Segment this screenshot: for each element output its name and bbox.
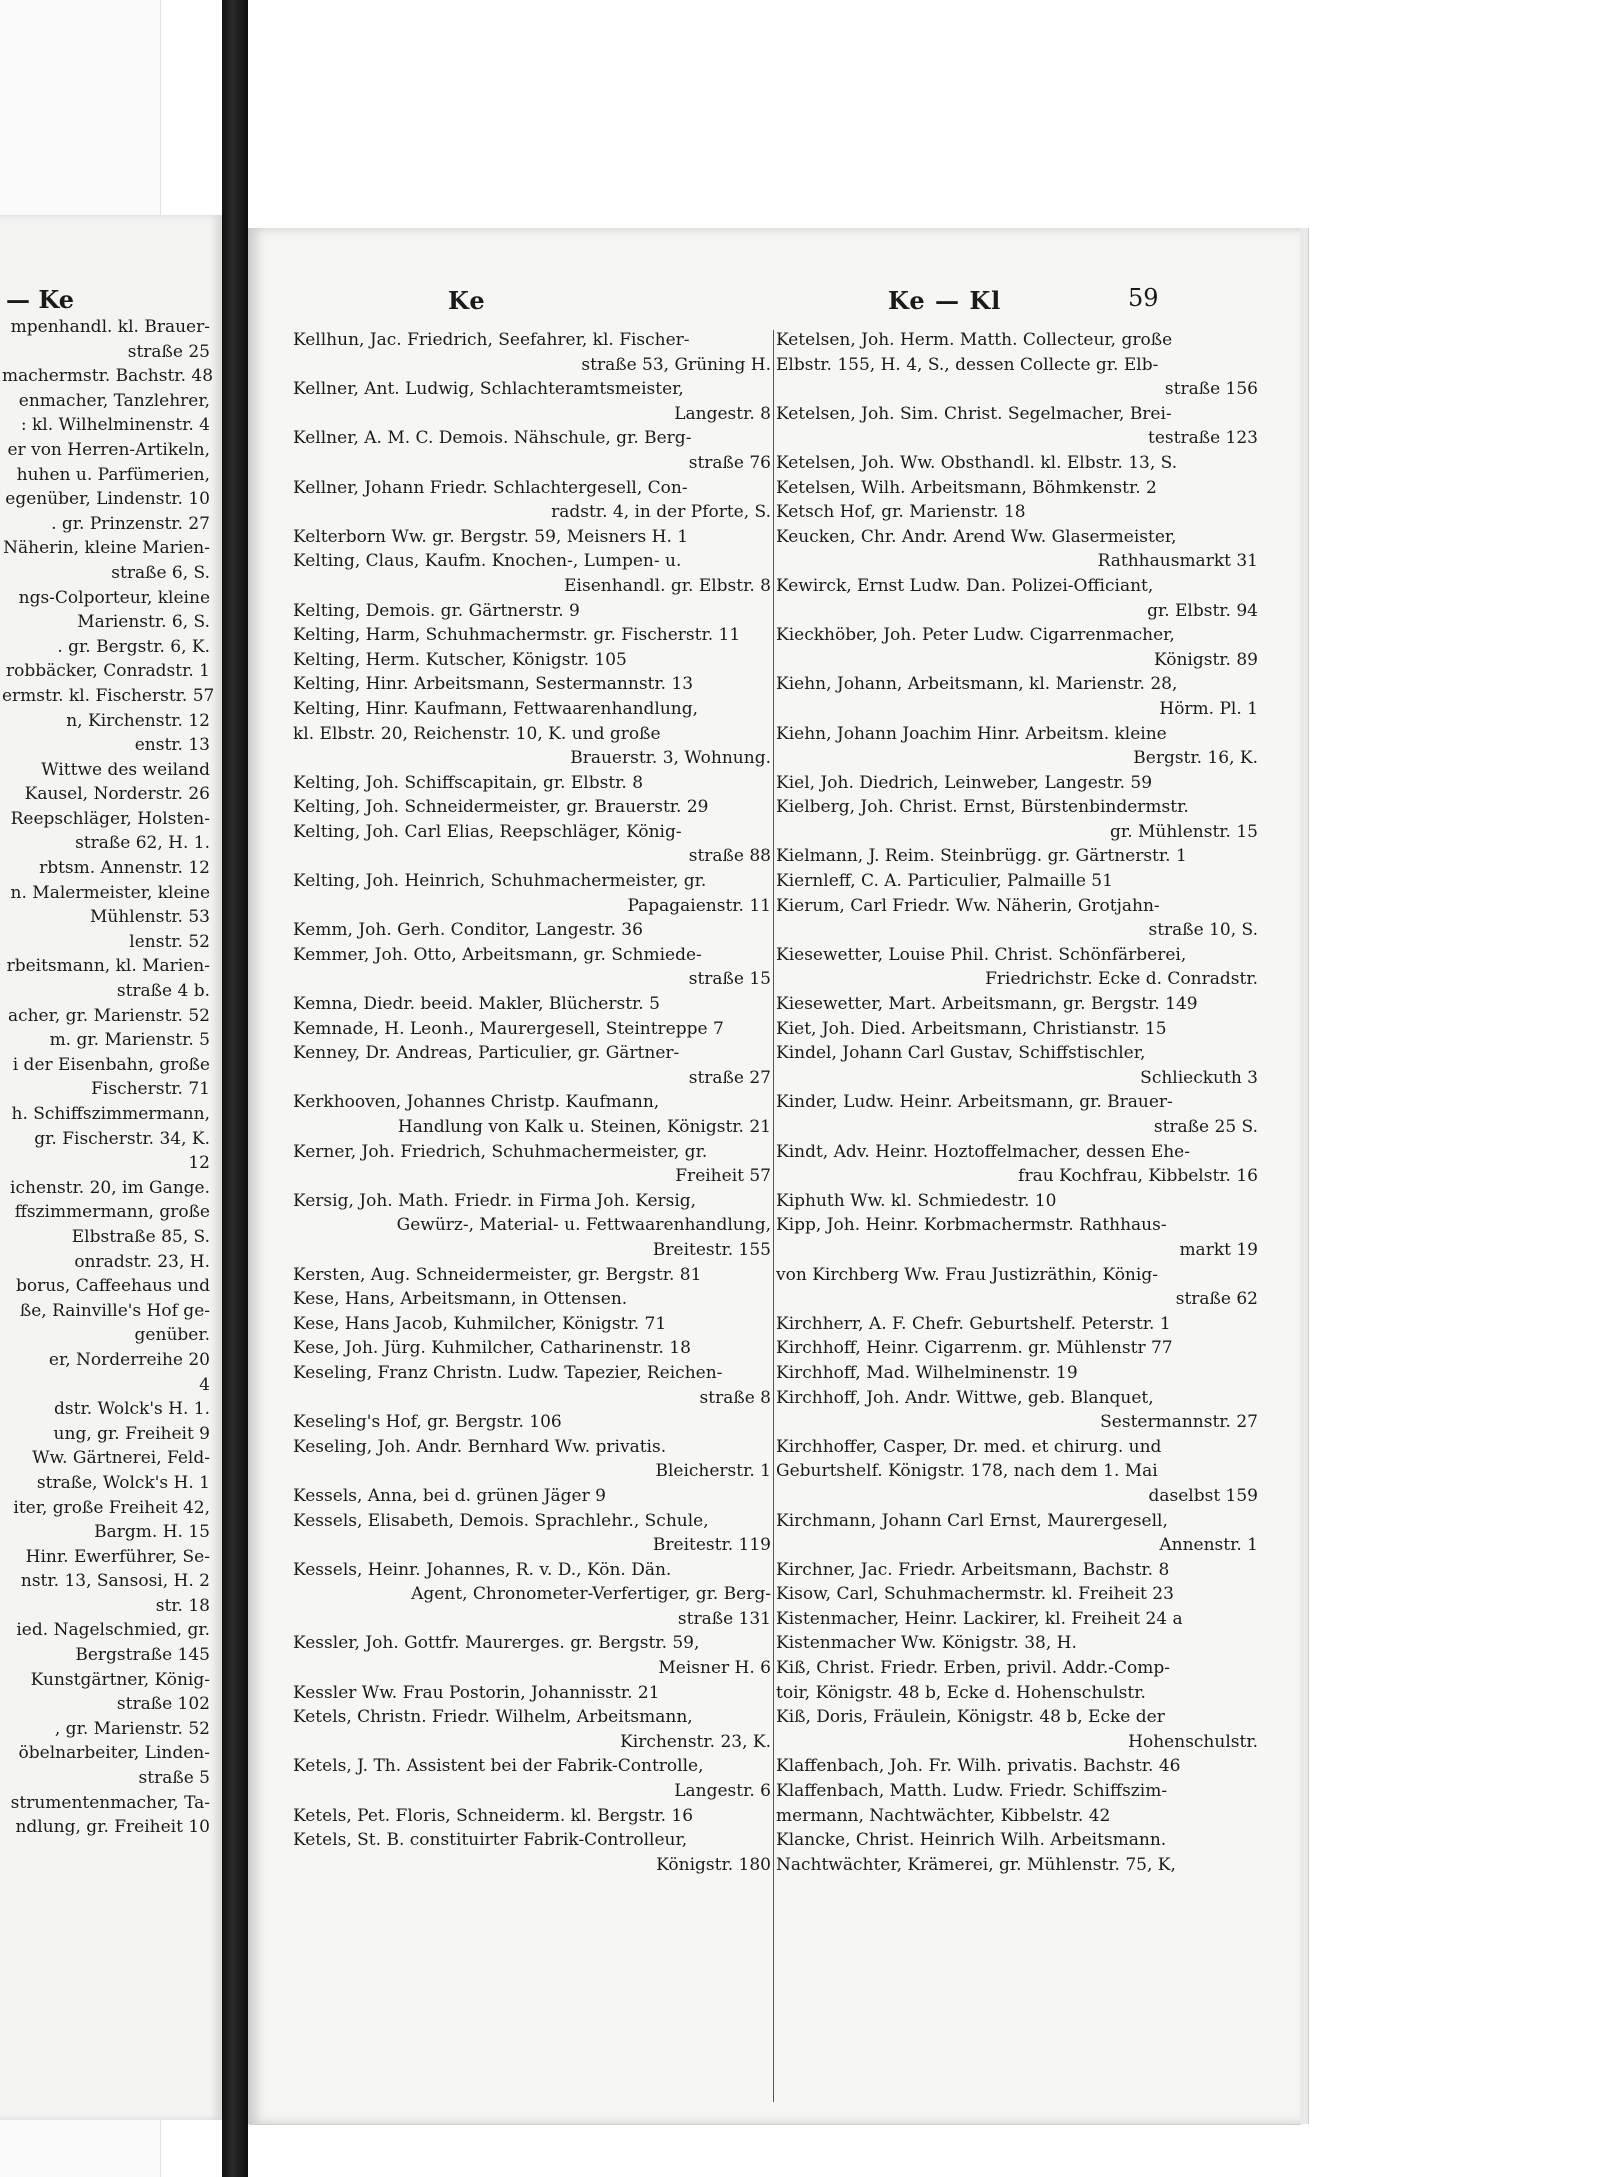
entry-line: Ketelsen, Wilh. Arbeitsmann, Böhmkenstr. 2 [776, 477, 1157, 498]
previous-page-line: Kausel, Norderstr. 26 [24, 784, 210, 805]
entry-line: Langestr. 6 [674, 1781, 771, 1802]
entry-line: Kessels, Anna, bei d. grünen Jäger 9 [293, 1485, 606, 1506]
entry-line: Kemmer, Joh. Otto, Arbeitsmann, gr. Schmiede- [293, 944, 702, 965]
entry-line: Freiheit 57 [675, 1166, 771, 1187]
entry-line: Kiesewetter, Mart. Arbeitsmann, gr. Bergstr. 149 [776, 994, 1198, 1015]
entry-line: straße 53, Grüning H. [581, 354, 771, 375]
entry-line: Klaffenbach, Matth. Ludw. Friedr. Schiffszim- [776, 1781, 1168, 1802]
previous-page-line: m. gr. Marienstr. 5 [49, 1030, 210, 1051]
header-middle: Ke — Kl [888, 286, 1002, 315]
entry-line: Kelting, Claus, Kaufm. Knochen-, Lumpen- u. [293, 551, 682, 572]
entry-line: Rathhausmarkt 31 [1097, 551, 1258, 572]
entry-line: Kielberg, Joh. Christ. Ernst, Bürstenbindermstr. [776, 797, 1189, 818]
entry-line: gr. Mühlenstr. 15 [1110, 821, 1258, 842]
previous-page-line: gr. Fischerstr. 34, K. [34, 1128, 210, 1149]
entry-line: Kirchenstr. 23, K. [620, 1731, 771, 1752]
entry-line: Langestr. 8 [674, 403, 771, 424]
entry-line: Ketelsen, Joh. Ww. Obsthandl. kl. Elbstr. 13, S. [776, 452, 1178, 473]
entry-line: Kese, Hans Jacob, Kuhmilcher, Königstr. 71 [293, 1313, 667, 1334]
previous-page-line: rbeitsmann, kl. Marien- [6, 956, 210, 977]
entry-line: straße 27 [688, 1067, 771, 1088]
previous-page-line: strumentenmacher, Ta- [10, 1792, 210, 1813]
previous-page-line: onradstr. 23, H. [74, 1251, 210, 1272]
entry-line: Klaffenbach, Joh. Fr. Wilh. privatis. Bachstr. 46 [776, 1756, 1181, 1777]
entry-line: Kelting, Harm, Schuhmachermstr. gr. Fischerstr. 11 [293, 625, 741, 646]
entry-line: Kirchhoff, Heinr. Cigarrenm. gr. Mühlenstr 77 [776, 1338, 1173, 1359]
previous-page-line: robbäcker, Conradstr. 1 [6, 661, 210, 682]
entry-line: Kellner, A. M. C. Demois. Nähschule, gr. Berg- [293, 428, 692, 449]
entry-line: Kindel, Johann Carl Gustav, Schiffstischler, [776, 1043, 1146, 1064]
entry-line: Kiehn, Johann, Arbeitsmann, kl. Marienstr. 28, [776, 674, 1178, 695]
previous-page-line: Näherin, kleine Marien- [3, 538, 210, 559]
previous-page-line: ffszimmermann, große [14, 1202, 210, 1223]
entry-line: Kirchhoff, Mad. Wilhelminenstr. 19 [776, 1362, 1078, 1383]
previous-page-line: Kunstgärtner, König- [30, 1669, 210, 1690]
previous-page-line: borus, Caffeehaus und [15, 1276, 210, 1297]
left-column [293, 328, 771, 1877]
entry-line: Hohenschulstr. [1128, 1731, 1258, 1752]
entry-line: straße 8 [699, 1387, 771, 1408]
previous-page-line: , gr. Marienstr. 52 [54, 1718, 210, 1739]
previous-page-line: n. Malermeister, kleine [10, 882, 210, 903]
book-spine [222, 0, 248, 2177]
previous-page-line: nstr. 13, Sansosi, H. 2 [20, 1571, 210, 1592]
entry-line: straße 25 S. [1153, 1117, 1258, 1137]
entry-line: frau Kochfrau, Kibbelstr. 16 [1018, 1166, 1258, 1187]
previous-page-line: straße, Wolck's H. 1 [36, 1472, 210, 1493]
entry-line: Brauerstr. 3, Wohnung. [570, 748, 771, 769]
previous-page-line: h. Schiffszimmermann, [11, 1104, 210, 1124]
entry-line: Kielmann, J. Reim. Steinbrügg. gr. Gärtnerstr. 1 [776, 846, 1187, 867]
entry-line: Ketels, J. Th. Assistent bei der Fabrik-Controlle, [293, 1756, 704, 1777]
entry-line: Hörm. Pl. 1 [1159, 698, 1258, 719]
entry-line: Kellhun, Jac. Friedrich, Seefahrer, kl. Fischer- [293, 330, 690, 350]
entry-line: Kelting, Hinr. Arbeitsmann, Sestermannstr. 13 [293, 674, 694, 695]
previous-page-line: : kl. Wilhelminenstr. 4 [20, 415, 210, 436]
entry-line: Gewürz-, Material- u. Fettwaarenhandlung, [396, 1215, 771, 1236]
entry-line: Kersig, Joh. Math. Friedr. in Firma Joh. Kersig, [293, 1190, 697, 1211]
column-divider [773, 330, 774, 2102]
previous-page-line: Hinr. Ewerführer, Se- [25, 1546, 210, 1567]
page-edge [1300, 228, 1309, 2124]
entry-line: Kelting, Hinr. Kaufmann, Fettwaarenhandlung, [293, 698, 699, 719]
entry-line: Kirchmann, Johann Carl Ernst, Maurergesell, [776, 1510, 1168, 1531]
entry-line: Ketsch Hof, gr. Marienstr. 18 [776, 502, 1026, 523]
entry-line: Keseling's Hof, gr. Bergstr. 106 [293, 1412, 562, 1433]
entry-line: Bergstr. 16, K. [1133, 748, 1258, 769]
previous-page-line: Bargm. H. 15 [94, 1522, 210, 1543]
entry-line: Meisner H. 6 [658, 1658, 771, 1679]
entry-line: Handlung von Kalk u. Steinen, Königstr. 21 [397, 1117, 771, 1137]
entry-line: straße 156 [1164, 379, 1258, 400]
entry-line: Königstr. 89 [1153, 649, 1258, 670]
entry-line: Ketels, Christn. Friedr. Wilhelm, Arbeitsmann, [293, 1707, 693, 1728]
entry-line: Kiß, Doris, Fräulein, Königstr. 48 b, Ecke der [776, 1707, 1165, 1728]
previous-page-line: 4 [199, 1374, 210, 1395]
previous-page-line: dstr. Wolck's H. 1. [54, 1399, 210, 1420]
entry-line: Kenney, Dr. Andreas, Particulier, gr. Gärtner- [293, 1043, 680, 1064]
entry-line: Kistenmacher Ww. Königstr. 38, H. [776, 1633, 1077, 1654]
entry-line: straße 76 [688, 452, 771, 473]
previous-page-line: huhen u. Parfümerien, [16, 464, 210, 485]
entry-line: Annenstr. 1 [1159, 1535, 1258, 1556]
entry-line: Kemna, Diedr. beeid. Makler, Blücherstr. 5 [293, 994, 660, 1015]
entry-line: Schlieckuth 3 [1140, 1067, 1258, 1088]
previous-page-line: ße, Rainville's Hof ge- [19, 1300, 210, 1321]
entry-line: Kelting, Joh. Carl Elias, Reepschläger, König- [293, 821, 682, 842]
previous-page-line: iter, große Freiheit 42, [13, 1497, 210, 1518]
entry-line: Kelting, Demois. gr. Gärtnerstr. 9 [293, 600, 580, 621]
entry-line: Kemnade, H. Leonh., Maurergesell, Steintreppe 7 [293, 1018, 724, 1039]
entry-line: Kistenmacher, Heinr. Lackirer, kl. Freiheit 24 a [776, 1608, 1183, 1629]
previous-page-line: n, Kirchenstr. 12 [66, 710, 210, 731]
previous-page-line: ichenstr. 20, im Gange. [10, 1177, 210, 1198]
entry-line: Kessler, Joh. Gottfr. Maurerges. gr. Bergstr. 59, [293, 1633, 700, 1654]
entry-line: Kiß, Christ. Friedr. Erben, privil. Addr.-Comp- [776, 1658, 1170, 1679]
previous-page-line: Mühlenstr. 53 [89, 907, 210, 928]
entry-line: Kelting, Joh. Schiffscapitain, gr. Elbstr. 8 [293, 772, 644, 793]
entry-line: Ketels, St. B. constituirter Fabrik-Controlleur, [293, 1830, 688, 1851]
entry-line: Kelting, Joh. Schneidermeister, gr. Brauerstr. 29 [293, 797, 709, 818]
entry-line: Papagaienstr. 11 [627, 895, 771, 916]
previous-page-line: straße 102 [116, 1694, 210, 1715]
previous-page-line: Ww. Gärtnerei, Feld- [32, 1448, 210, 1469]
entry-line: Kiehn, Johann Joachim Hinr. Arbeitsm. kleine [776, 723, 1167, 744]
previous-page-line: öbelnarbeiter, Linden- [18, 1743, 210, 1764]
entry-line: Kirchhoff, Joh. Andr. Wittwe, geb. Blanquet, [776, 1387, 1154, 1408]
entry-line: daselbst 159 [1148, 1485, 1258, 1506]
entry-line: Kellner, Johann Friedr. Schlachtergesell, Con- [293, 477, 688, 498]
previous-page-line: mpenhandl. kl. Brauer- [10, 317, 210, 337]
previous-page-line: er von Herren-Artikeln, [7, 439, 210, 460]
entry-line: Kipp, Joh. Heinr. Korbmachermstr. Rathhaus- [776, 1215, 1167, 1236]
entry-line: Kelting, Joh. Heinrich, Schuhmachermeister, gr. [293, 871, 707, 892]
entry-line: straße 88 [688, 846, 771, 867]
directory-page [248, 228, 1300, 2124]
page-number: 59 [1128, 284, 1159, 312]
previous-page-line: Fischerstr. 71 [91, 1079, 210, 1100]
entry-line: Bleicherstr. 1 [655, 1461, 771, 1482]
previous-page-line: genüber. [134, 1325, 210, 1346]
entry-line: Ketelsen, Joh. Sim. Christ. Segelmacher, Brei- [776, 403, 1172, 424]
previous-page-line: Wittwe des weiland [41, 759, 210, 780]
entry-line: gr. Elbstr. 94 [1147, 600, 1258, 621]
header-left: Ke [448, 286, 486, 315]
previous-page-line: Marienstr. 6, S. [77, 612, 210, 633]
entry-line: Kessler Ww. Frau Postorin, Johannisstr. 21 [293, 1682, 660, 1703]
entry-line: testraße 123 [1148, 428, 1258, 449]
entry-line: Königstr. 180 [656, 1854, 771, 1875]
entry-line: Kese, Hans, Arbeitsmann, in Ottensen. [293, 1289, 628, 1310]
entry-line: Keseling, Joh. Andr. Bernhard Ww. privatis. [293, 1436, 667, 1457]
entry-line: Breitestr. 119 [652, 1535, 771, 1556]
entry-line: Kierum, Carl Friedr. Ww. Näherin, Grotjahn- [776, 895, 1160, 916]
entry-line: Ketelsen, Joh. Herm. Matth. Collecteur, große [776, 330, 1173, 350]
previous-page-line: 12 [188, 1153, 210, 1174]
entry-line: Breitestr. 155 [652, 1239, 771, 1260]
entry-line: Kersten, Aug. Schneidermeister, gr. Bergstr. 81 [293, 1264, 702, 1285]
entry-line: Keucken, Chr. Andr. Arend Ww. Glasermeister, [776, 526, 1177, 547]
entry-line: Kiet, Joh. Died. Arbeitsmann, Christianstr. 15 [776, 1018, 1167, 1039]
previous-page-line: straße 6, S. [111, 562, 210, 583]
entry-line: Kiel, Joh. Diedrich, Leinweber, Langestr. 59 [776, 772, 1153, 793]
entry-line: Kinder, Ludw. Heinr. Arbeitsmann, gr. Brauer- [776, 1092, 1173, 1113]
entry-line: Kirchner, Jac. Friedr. Arbeitsmann, Bachstr. 8 [776, 1559, 1170, 1580]
entry-line: Kisow, Carl, Schuhmachermstr. kl. Freiheit 23 [776, 1584, 1174, 1605]
entry-line: Kerkhooven, Johannes Christp. Kaufmann, [293, 1092, 660, 1113]
entry-line: Agent, Chronometer-Verfertiger, gr. Berg- [411, 1584, 771, 1605]
previous-page-line: i der Eisenbahn, große [12, 1054, 210, 1075]
entry-line: Kessels, Elisabeth, Demois. Sprachlehr., Schule, [293, 1510, 709, 1531]
entry-line: Geburtshelf. Königstr. 178, nach dem 1. Mai [776, 1461, 1158, 1482]
previous-page-line: . gr. Prinzenstr. 27 [51, 513, 210, 534]
entry-line: von Kirchberg Ww. Frau Justizräthin, König- [776, 1264, 1158, 1285]
previous-page-line: Reepschläger, Holsten- [10, 808, 210, 829]
entry-line: Kellner, Ant. Ludwig, Schlachteramtsmeister, [293, 379, 684, 400]
previous-page-line: enmacher, Tanzlehrer, [18, 390, 210, 411]
entry-line: Kessels, Heinr. Johannes, R. v. D., Kön. Dän. [293, 1559, 672, 1580]
entry-line: Keseling, Franz Christn. Ludw. Tapezier, Reichen- [293, 1362, 723, 1383]
entry-line: radstr. 4, in der Pforte, S. [551, 502, 771, 523]
entry-line: mermann, Nachtwächter, Kibbelstr. 42 [776, 1805, 1111, 1826]
entry-line: straße 62 [1175, 1289, 1258, 1310]
previous-page-line: straße 5 [138, 1768, 210, 1789]
entry-line: Kirchhoffer, Casper, Dr. med. et chirurg. und [776, 1436, 1162, 1457]
entry-line: Kieckhöber, Joh. Peter Ludw. Cigarrenmacher, [776, 625, 1175, 646]
entry-line: Eisenhandl. gr. Elbstr. 8 [564, 575, 771, 596]
entry-line: Friedrichstr. Ecke d. Conradstr. [985, 969, 1258, 990]
entry-line: markt 19 [1179, 1239, 1258, 1260]
entry-line: Kemm, Joh. Gerh. Conditor, Langestr. 36 [293, 920, 643, 941]
entry-line: Kelterborn Ww. gr. Bergstr. 59, Meisners H. 1 [293, 526, 689, 547]
previous-page-line: ung, gr. Freiheit 9 [53, 1423, 210, 1444]
entry-line: Kewirck, Ernst Ludw. Dan. Polizei-Officiant, [776, 575, 1154, 596]
previous-page-line: str. 18 [155, 1595, 210, 1616]
previous-page-line: Bergstraße 145 [75, 1645, 210, 1666]
entry-line: kl. Elbstr. 20, Reichenstr. 10, K. und große [293, 723, 661, 744]
entry-line: straße 10, S. [1148, 920, 1258, 941]
entry-line: straße 131 [677, 1608, 771, 1629]
entry-line: Kindt, Adv. Heinr. Hoztoffelmacher, dessen Ehe- [776, 1141, 1190, 1162]
entry-line: Kelting, Herm. Kutscher, Königstr. 105 [293, 649, 627, 670]
previous-page-line: egenüber, Lindenstr. 10 [5, 489, 210, 510]
entry-line: Kiphuth Ww. kl. Schmiedestr. 10 [776, 1190, 1057, 1211]
previous-page-line: lenstr. 52 [129, 931, 210, 952]
entry-line: toir, Königstr. 48 b, Ecke d. Hohenschulstr. [776, 1682, 1146, 1703]
entry-line: straße 15 [688, 969, 771, 990]
entry-line: Kese, Joh. Jürg. Kuhmilcher, Catharinenstr. 18 [293, 1338, 691, 1359]
previous-page-line: acher, gr. Marienstr. 52 [7, 1005, 210, 1026]
entry-line: Elbstr. 155, H. 4, S., dessen Collecte gr. Elb- [776, 354, 1159, 375]
previous-page-line: er, Norderreihe 20 [48, 1349, 210, 1370]
entry-line: Kirchherr, A. F. Chefr. Geburtshelf. Peterstr. 1 [776, 1313, 1171, 1334]
entry-line: Kiernleff, C. A. Particulier, Palmaille 51 [776, 871, 1113, 892]
previous-page-line: ngs-Colporteur, kleine [18, 587, 210, 608]
previous-page-line: straße 4 b. [116, 981, 210, 1002]
previous-page-line: ied. Nagelschmied, gr. [16, 1620, 210, 1641]
previous-page [0, 215, 222, 2120]
previous-page-line: enstr. 13 [134, 735, 210, 756]
previous-page-line: straße 62, H. 1. [75, 833, 210, 854]
previous-page-line: Elbstraße 85, S. [71, 1226, 210, 1247]
previous-page-line: ermstr. kl. Fischerstr. 57 [2, 685, 215, 706]
entry-line: Ketels, Pet. Floris, Schneiderm. kl. Bergstr. 16 [293, 1805, 694, 1826]
previous-page-column [2, 315, 218, 1840]
previous-page-line: machermstr. Bachstr. 48 [2, 366, 214, 387]
previous-page-line: straße 25 [127, 341, 210, 362]
entry-line: Klancke, Christ. Heinrich Wilh. Arbeitsmann. [776, 1830, 1167, 1851]
right-column [776, 328, 1258, 1877]
previous-page-header: — Ke [6, 285, 74, 314]
entry-line: Kerner, Joh. Friedrich, Schuhmachermeister, gr. [293, 1141, 708, 1162]
previous-page-line: . gr. Bergstr. 6, K. [57, 636, 210, 657]
previous-page-line: ndlung, gr. Freiheit 10 [15, 1817, 210, 1838]
previous-page-line: rbtsm. Annenstr. 12 [39, 858, 210, 879]
entry-line: Kiesewetter, Louise Phil. Christ. Schönfärberei, [776, 944, 1187, 965]
entry-line: Sestermannstr. 27 [1100, 1412, 1258, 1433]
entry-line: Nachtwächter, Krämerei, gr. Mühlenstr. 75, K, [776, 1854, 1176, 1875]
